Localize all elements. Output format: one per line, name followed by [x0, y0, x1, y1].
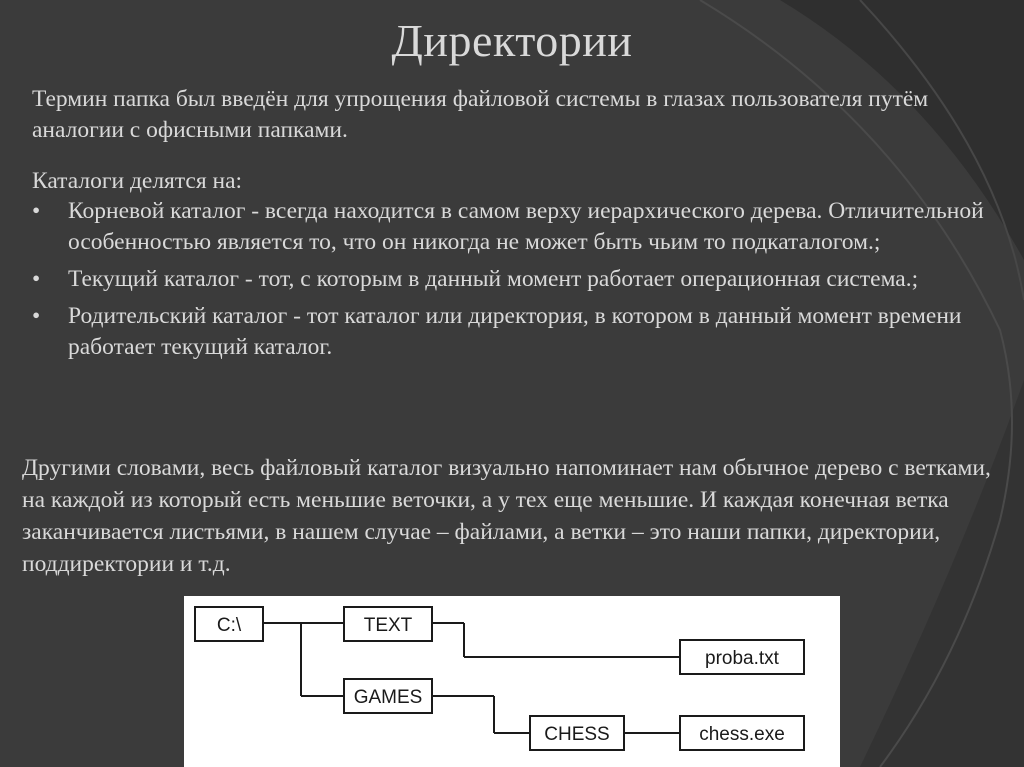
list-item-text: Текущий каталог - тот, с которым в данный момент работает операционная система.;: [68, 266, 919, 292]
summary-paragraph: Другими словами, весь файловый каталог визуально напоминает нам обычное дерево с ветками, на каждой из который есть меньшие веточки, а у тех еще меньшие. И каждая конечная ветка заканчивается листьями, в нашем случае – файлами, а ветки – это наши папки, директории, поддиректории и т.д.: [22, 455, 991, 577]
node-label-text: TEXT: [363, 615, 413, 636]
node-label-root: C:\: [216, 615, 242, 636]
list-item: [32, 301, 1002, 363]
node-label-chess: CHESS: [544, 724, 610, 745]
catalogs-heading: Каталоги делятся на:: [32, 168, 243, 194]
bullet-marker: •: [32, 303, 41, 329]
list-item: [32, 196, 1002, 258]
bullet-marker: •: [32, 198, 41, 224]
catalog-types-list: [32, 196, 1002, 369]
list-item: [32, 264, 1002, 295]
list-item-text: Корневой каталог - всегда находится в самом верху иерархического дерева. Отличительной особенностью является то, что он никогда не может быть чьим то подкаталогом.;: [68, 198, 984, 255]
node-label-games: GAMES: [353, 687, 423, 708]
intro-paragraph: Термин папка был введён для упрощения файловой системы в глазах пользователя путём аналогии с офисными папками.: [32, 86, 929, 143]
node-label-chess-exe: chess.exe: [699, 724, 785, 745]
bullet-marker: •: [32, 266, 41, 292]
node-label-proba: proba.txt: [705, 648, 779, 669]
slide-title: Директории: [391, 15, 633, 66]
list-item-text: Родительский каталог - тот каталог или директория, в котором в данный момент времени работает текущий каталог.: [68, 303, 962, 360]
directory-tree-diagram: [184, 596, 840, 767]
